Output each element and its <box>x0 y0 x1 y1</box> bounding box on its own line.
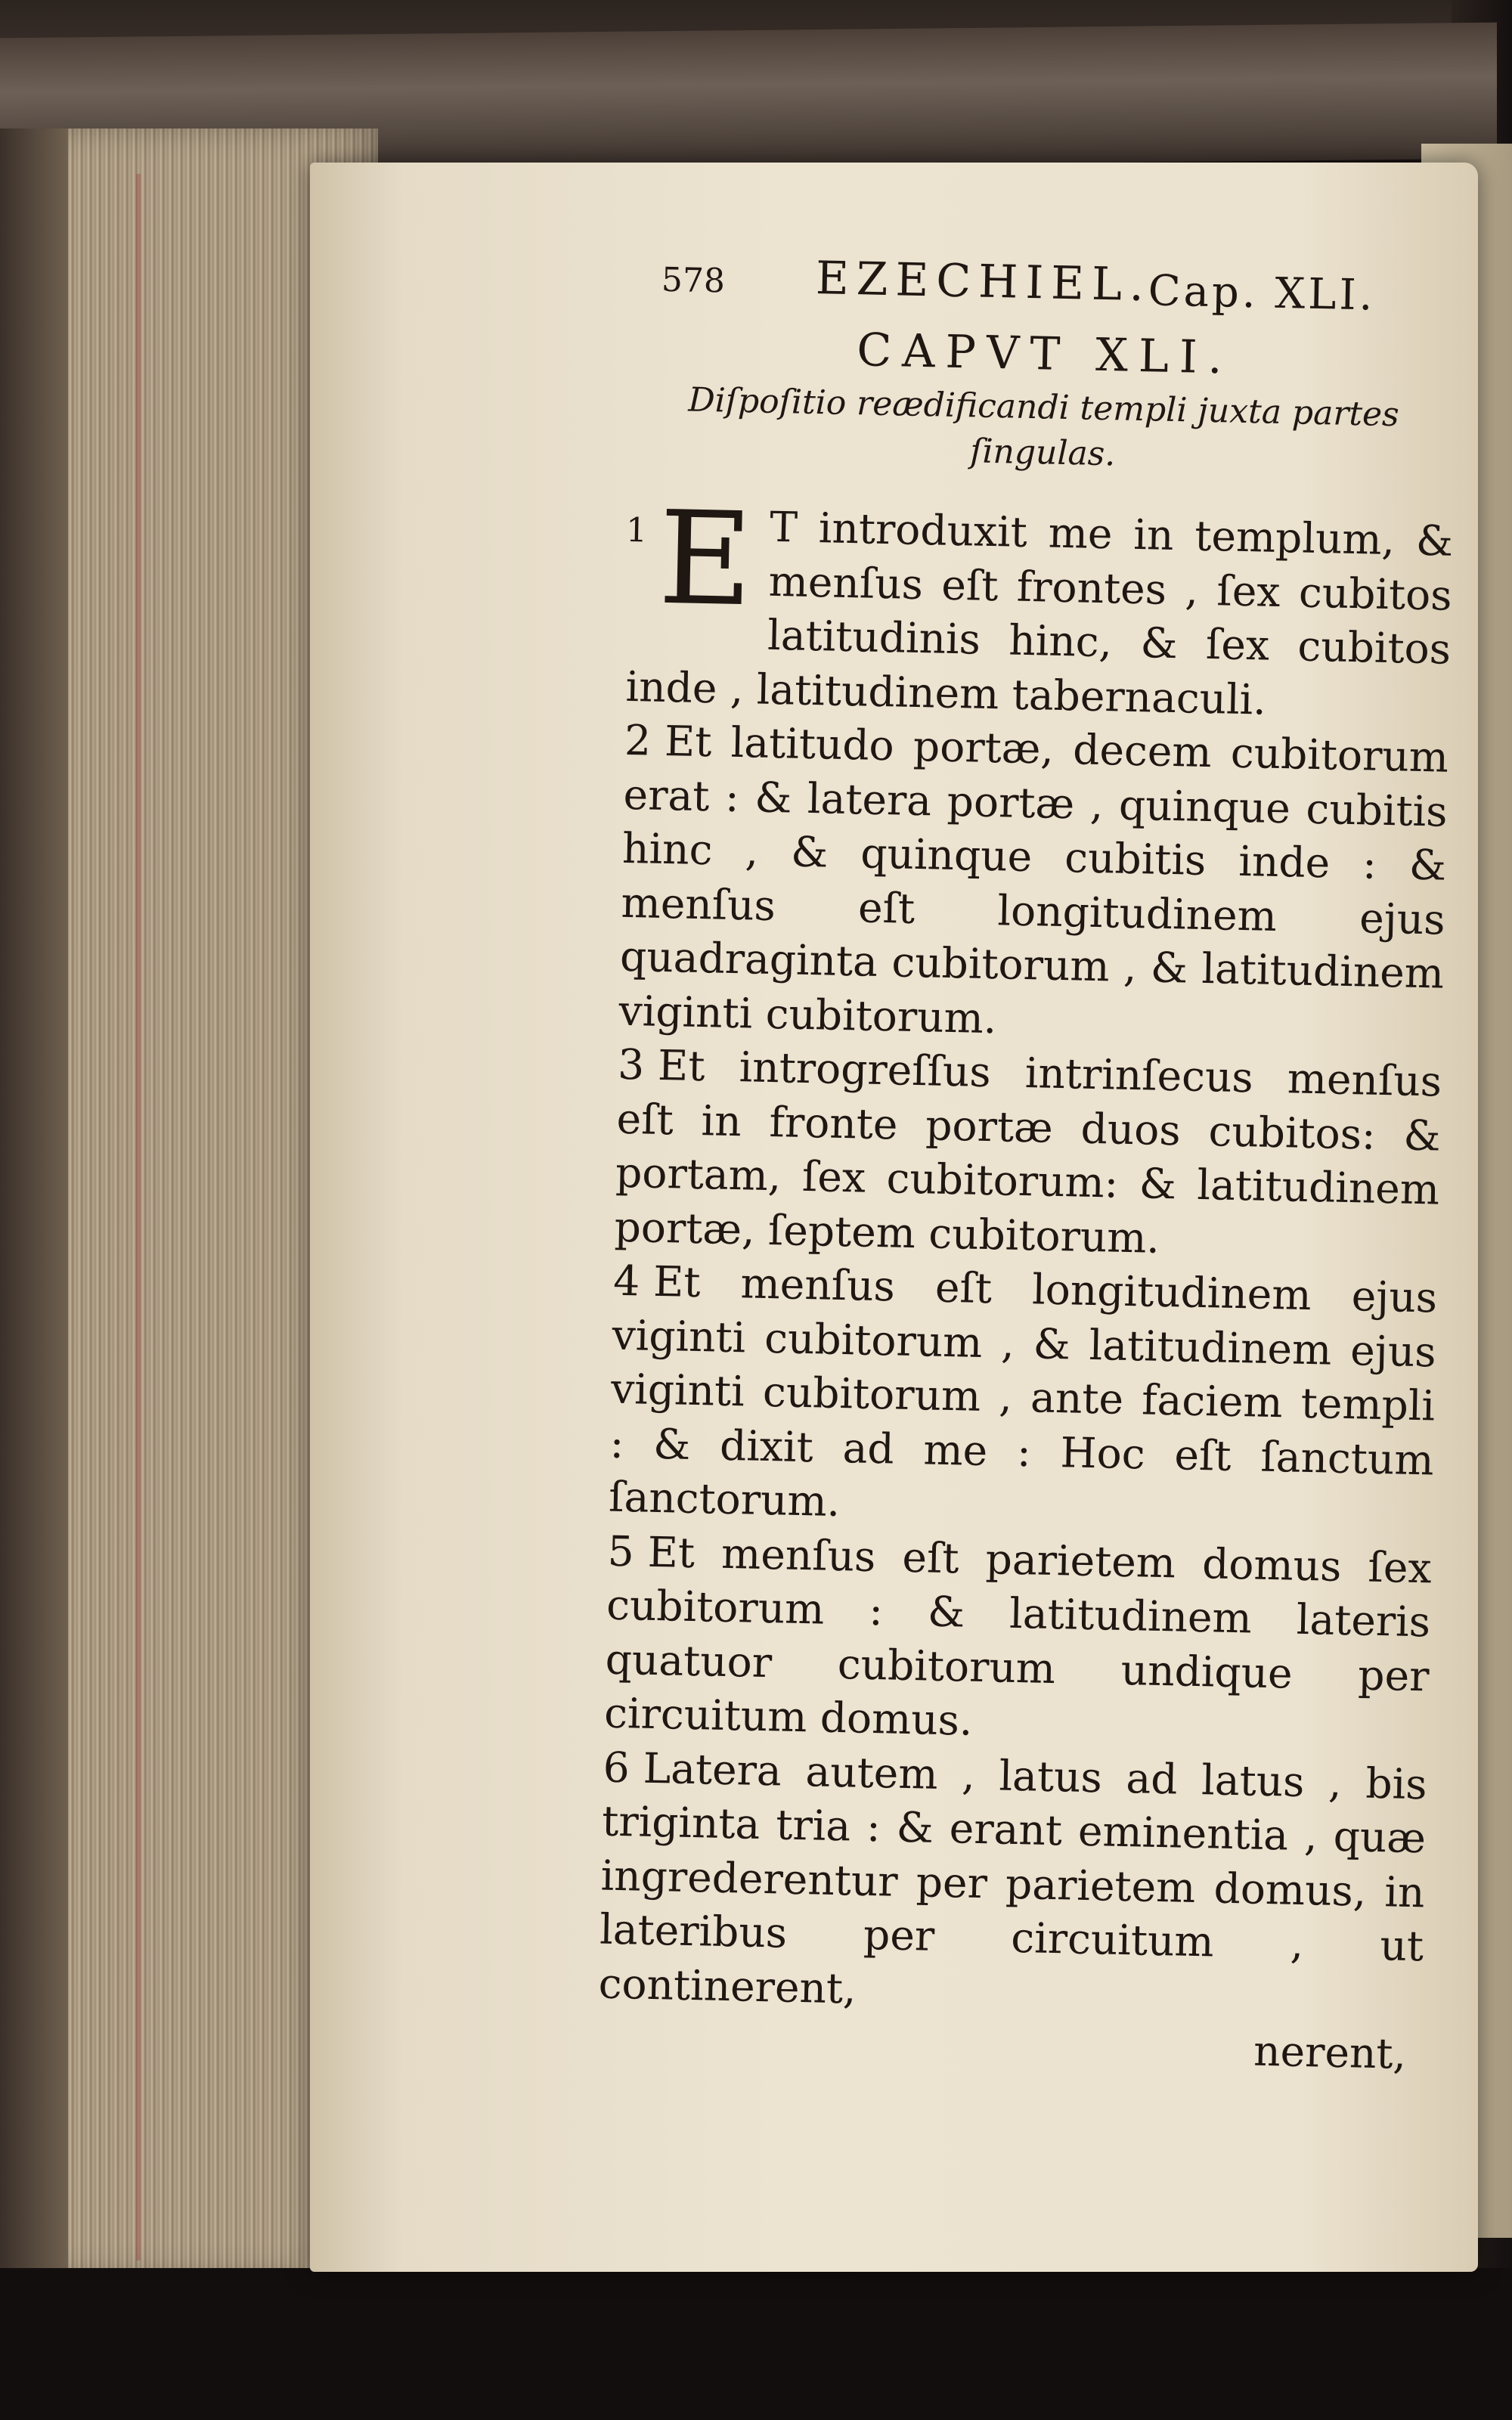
verse-5 <box>603 1524 1432 1758</box>
chapter-summary: Diſpoſitio reædificandi templi juxta partes ſingulas. <box>687 380 1400 474</box>
red-edge-mark <box>136 174 141 2260</box>
binding-shadow <box>0 129 68 2276</box>
book-title: EZECHIEL. <box>815 252 1152 312</box>
page-text <box>597 242 1459 2081</box>
verse-number: 3 <box>617 1040 645 1089</box>
verse-6 <box>598 1740 1427 2028</box>
chapter-heading: CAPVT XLI. <box>856 324 1234 385</box>
verse-text: T introduxit me in templum, & menſus eſt frontes , ſex cubitos latitudinis hinc, & ſex cubitos inde , latitudinem tabernaculi. <box>625 502 1454 724</box>
verse-number: 2 <box>624 715 652 765</box>
verse-number: 1 <box>625 510 648 550</box>
verse-text: Et menſus eſt parietem domus ſex cubitorum : & latitudinem lateris quatuor cubitorum undique per circuitum domus. <box>603 1527 1433 1745</box>
verse-number: 5 <box>607 1526 635 1576</box>
chapter-label: Cap. XLI. <box>1148 266 1377 321</box>
verse-number: 4 <box>612 1256 640 1306</box>
verse-text: Et menſus eſt longitudinem ejus viginti cubitorum , & latitudinem ejus viginti cubitorum , ante faciem templi : & dixit ad me : Hoc eſt ſanctum ſanctorum. <box>608 1256 1438 1526</box>
page-number: 578 <box>661 260 726 301</box>
verse-3 <box>614 1038 1442 1272</box>
verse-text: Et introgreſſus intrinſecus menſus eſt in fronte portæ duos cubitos: & portam, ſex cubitorum: & latitudinem portæ, ſeptem cubitorum. <box>614 1040 1442 1263</box>
verse-number: 6 <box>603 1743 631 1792</box>
verse-text: Latera autem , latus ad latus , bis triginta tria : & erant eminentia , quæ ingrederentur per parietem domus, in lateribus per circuitum , ut continerent, <box>598 1743 1428 2013</box>
verse-4 <box>608 1254 1437 1542</box>
verse-text: Et latitudo portæ, decem cubitorum erat : & latera portæ , quinque cubitis hinc , & quinque cubitis inde : & menſus eſt longitudinem ejus quadraginta cubitorum , & latitudinem viginti cubitorum. <box>618 716 1449 1043</box>
running-head <box>634 242 1459 342</box>
catchword: nerent, <box>1253 2026 1407 2078</box>
verse-1 <box>625 483 1454 731</box>
verse-2 <box>618 714 1449 1055</box>
background-bottom <box>0 2268 1512 2420</box>
drop-cap-initial: E <box>657 483 754 636</box>
